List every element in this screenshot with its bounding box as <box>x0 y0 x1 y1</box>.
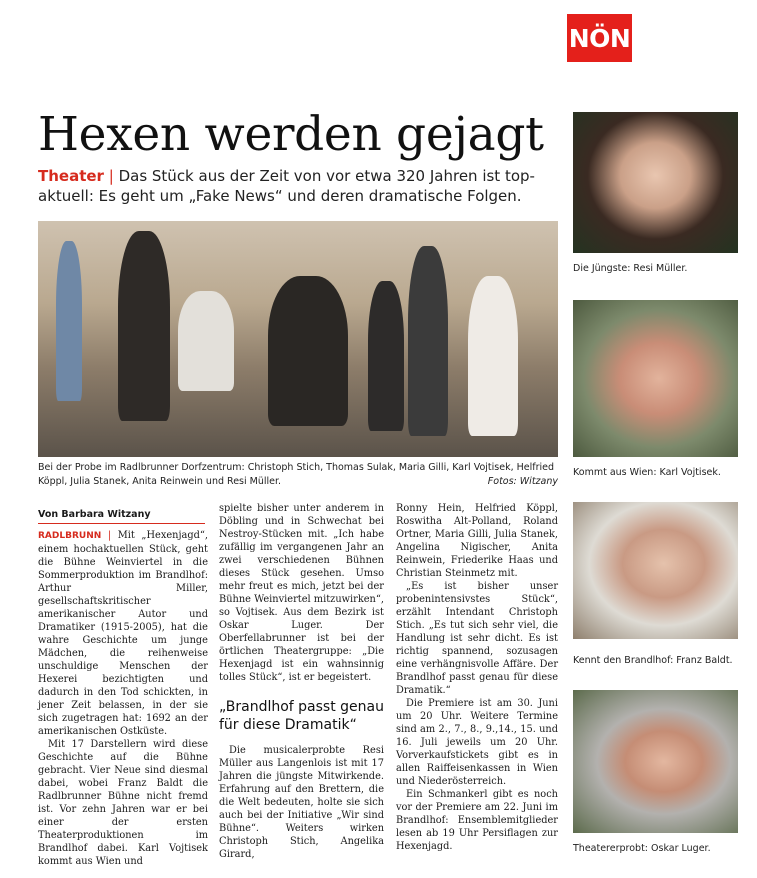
article-subhead <box>38 166 558 206</box>
photo-credit: Fotos: Witzany <box>487 476 558 487</box>
portrait-franz-baldt <box>573 502 738 639</box>
portrait-caption: Kennt den Brandlhof: Franz Baldt. <box>573 655 733 666</box>
body-paragraph: Ein Schmankerl gibt es noch vor der Premiere am 22. Juni im Brandlhof: Ensemblemitglieder lesen ab 19 Uhr Persiflagen zur Hexenjagd. <box>396 789 558 852</box>
body-paragraph: spielte bisher unter anderem in Döbling und in Schwechat bei Nestroy-Stücken mit. „Ich habe zufällig im vergangenen Jahr an zwei verschiedenen Bühnen dieses Stück gesehen. Umso mehr freut es mich, jetzt bei der Bühne Weinviertel mitzuwirken“, so Vojtisek. Aus dem Bezirk ist Oskar Luger. Der Oberfellabrunner ist bei der örtlichen Theatergruppe: „Die Hexenjagd ist ein wahnsinnig tolles Stück“, ist er begeistert. <box>219 503 384 683</box>
actor-figure <box>408 246 448 436</box>
actor-figure <box>368 281 404 431</box>
body-paragraph: RADLBRUNN | Mit „Hexenjagd“, einem hochaktuellen Stück, geht die Bühne Weinviertel in die Sommerproduktion im Brandlhof: Arthur Miller, gesellschaftskritischer amerikanischer Autor und Dramatiker (1915-2005), hat die wahre Geschichte um junge Mädchen, die reihenweise unschuldige Menschen der Hexerei bezichtigten und dadurch in den Tod schickten, in jener Zeit belassen, in der sie sich zugetragen hat: 1692 an der amerikanischen Ostküste. <box>38 530 208 737</box>
article-column-2 <box>219 502 384 861</box>
actor-figure <box>178 291 234 391</box>
paragraph-text: Mit „Hexenjagd“, einem hochaktuellen Stück, geht die Bühne Weinviertel in die Sommerproduktion im Brandlhof: Arthur Miller, gesellschaftskritischer amerikanischer Autor und Dramatiker (1915-2005), hat die wahre Geschichte um junge Mädchen, die reihenweise unschuldige Menschen der Hexerei bezichtigten und dadurch in den Tod schickten, in jener Zeit belassen, in der sie sich zugetragen hat: 1692 an der amerikanischen Ostküste. <box>38 530 208 737</box>
actor-figure <box>468 276 518 436</box>
noen-logo: NÖN <box>567 14 632 62</box>
actor-figure <box>56 241 82 401</box>
dateline-place: RADLBRUNN <box>38 531 102 541</box>
kicker-separator: | <box>108 167 114 185</box>
portrait-caption: Die Jüngste: Resi Müller. <box>573 263 688 274</box>
rehearsal-photo <box>38 221 558 457</box>
section-kicker: Theater <box>38 167 104 185</box>
portrait-karl-vojtisek <box>573 300 738 457</box>
body-paragraph: Die musicalerprobte Resi Müller aus Langenlois ist mit 17 Jahren die jüngste Mitwirkende. Erfahrung auf den Brettern, die die Welt bedeuten, holte sie sich auch bei der Initiative „Wir sind Bühne“. Weiters wirken Christoph Stich, Angelika Girard, <box>219 745 384 860</box>
caption-text: Bei der Probe im Radlbrunner Dorfzentrum: Christoph Stich, Thomas Sulak, Maria Gilli, Karl Vojtisek, Helfried Köppl, Julia Stanek, Anita Reinwein und Resi Müller. <box>38 462 554 487</box>
article-column-1 <box>38 529 208 868</box>
actor-figure <box>268 276 348 426</box>
author-byline: Von Barbara Witzany <box>38 509 205 524</box>
body-paragraph: Mit 17 Darstellern wird diese Geschichte auf die Bühne gebracht. Vier Neue sind diesmal dabei, wobei Franz Baldt die Radlbrunner Bühne nicht fremd ist. Vor zehn Jahren war er bei einer der ersten Theaterproduktionen im Brandlhof dabei. Karl Vojtisek kommt aus Wien und <box>38 739 208 867</box>
portrait-caption: Kommt aus Wien: Karl Vojtisek. <box>573 467 721 478</box>
pull-quote: „Brandlhof passt genau für diese Dramatik“ <box>219 699 384 733</box>
article-column-3 <box>396 502 558 853</box>
article-headline: Hexen werden gejagt <box>38 107 544 162</box>
subhead-text: Das Stück aus der Zeit von vor etwa 320 Jahren ist top-aktuell: Es geht um „Fake News“ und deren dramatische Folgen. <box>38 167 535 205</box>
portrait-caption: Theatererprobt: Oskar Luger. <box>573 843 711 854</box>
main-photo-caption <box>38 461 558 489</box>
body-paragraph: „Es ist bisher unser probenintensivstes Stück“, erzählt Intendant Christoph Stich. „Es tut sich sehr viel, die Handlung ist sehr dicht. Es ist richtig spannend, sozusagen eine verhängnisvolle Affäre. Der Brandlhof passt genau für diese Dramatik.“ <box>396 581 558 696</box>
body-paragraph: Ronny Hein, Helfried Köppl, Roswitha Alt-Polland, Roland Ortner, Maria Gilli, Julia Stanek, Angelina Nigischer, Anita Reinwein, Friederike Haas und Christian Steinmetz mit. <box>396 503 558 579</box>
portrait-oskar-luger <box>573 690 738 833</box>
body-paragraph: Die Premiere ist am 30. Juni um 20 Uhr. Weitere Termine sind am 2., 7., 8., 9.,14., 15. und 16. Juli jeweils um 20 Uhr. Vorverkaufstickets gibt es in allen Raiffeisenkassen in Wien und Niederösterreich. <box>396 698 558 787</box>
portrait-resi-mueller <box>573 112 738 253</box>
actor-figure <box>118 231 170 421</box>
